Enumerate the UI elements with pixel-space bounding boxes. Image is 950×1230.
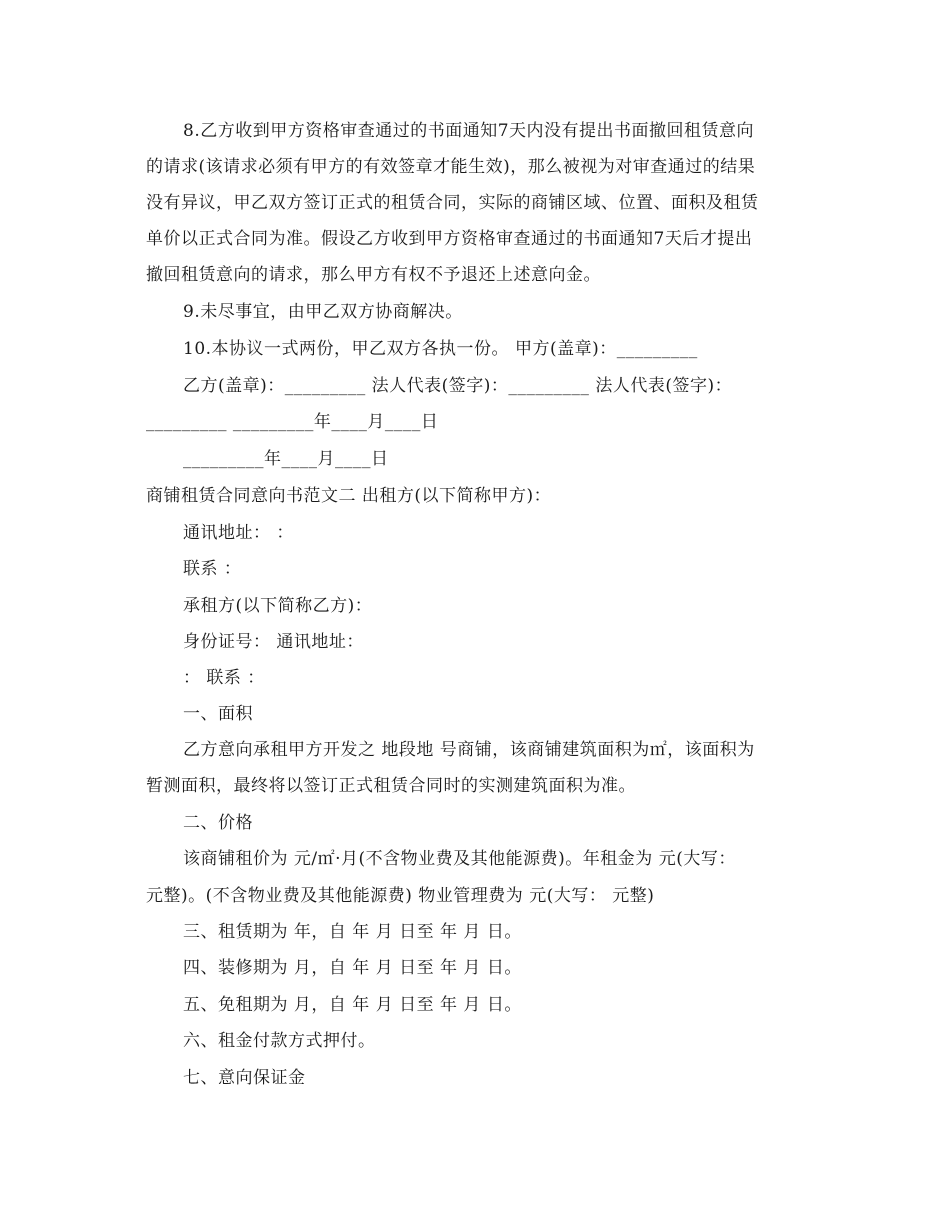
lessee-heading: 承租方(以下简称乙方)： — [183, 596, 373, 616]
area-line-1: 乙方意向承租甲方开发之 地段地 号商铺，该商铺建筑面积为㎡，该面积为 — [183, 740, 755, 760]
signature-date-line: _________年____月____日 — [183, 449, 389, 469]
lessee-contact: ： 联系 ： — [183, 668, 265, 688]
lessor-address: 通讯地址： ： — [183, 523, 294, 543]
price-line-2: 元整)。(不含物业费及其他能源费) 物业管理费为 元(大写： 元整) — [146, 886, 655, 906]
heading-deposit: 七、意向保证金 — [183, 1068, 306, 1088]
signature-line-1: 乙方(盖章)：_________ 法人代表(签字)：_________ 法人代表(签字)： — [183, 376, 733, 396]
lessee-id-address: 身份证号： 通讯地址： — [183, 632, 364, 652]
rent-free-period: 五、免租期为 月，自 年 月 日至 年 月 日。 — [183, 995, 522, 1015]
clause-8-line-2: 的请求(该请求必须有甲方的有效签章才能生效)，那么被视为对审查通过的结果 — [146, 157, 756, 177]
clause-10: 10.本协议一式两份，甲乙双方各执一份。 甲方(盖章)：_________ — [183, 339, 698, 359]
area-line-2: 暂测面积，最终将以签订正式租赁合同时的实测建筑面积为准。 — [146, 776, 636, 796]
clause-8-line-4: 单价以正式合同为准。假设乙方收到甲方资格审查通过的书面通知7天后才提出 — [146, 229, 753, 249]
renovation-period: 四、装修期为 月，自 年 月 日至 年 月 日。 — [183, 958, 522, 978]
heading-area: 一、面积 — [183, 704, 253, 724]
heading-price: 二、价格 — [183, 813, 253, 833]
payment-method: 六、租金付款方式押付。 — [183, 1031, 376, 1051]
lease-term: 三、租赁期为 年，自 年 月 日至 年 月 日。 — [183, 922, 522, 942]
clause-8-line-3: 没有异议，甲乙双方签订正式的租赁合同，实际的商铺区域、位置、面积及租赁 — [146, 193, 759, 213]
lessor-contact: 联系 ： — [183, 559, 242, 579]
section-title-sample-2: 商铺租赁合同意向书范文二 出租方(以下简称甲方)： — [146, 486, 552, 506]
price-line-1: 该商铺租价为 元/㎡·月(不含物业费及其他能源费)。年租金为 元(大写： — [183, 849, 736, 869]
clause-8-line-1: 8.乙方收到甲方资格审查通过的书面通知7天内没有提出书面撤回租赁意向 — [183, 121, 755, 141]
clause-9: 9.未尽事宜，由甲乙双方协商解决。 — [183, 302, 463, 322]
signature-line-2: _________ _________年____月____日 — [146, 412, 439, 432]
clause-8-line-5: 撤回租赁意向的请求，那么甲方有权不予退还上述意向金。 — [146, 265, 601, 285]
